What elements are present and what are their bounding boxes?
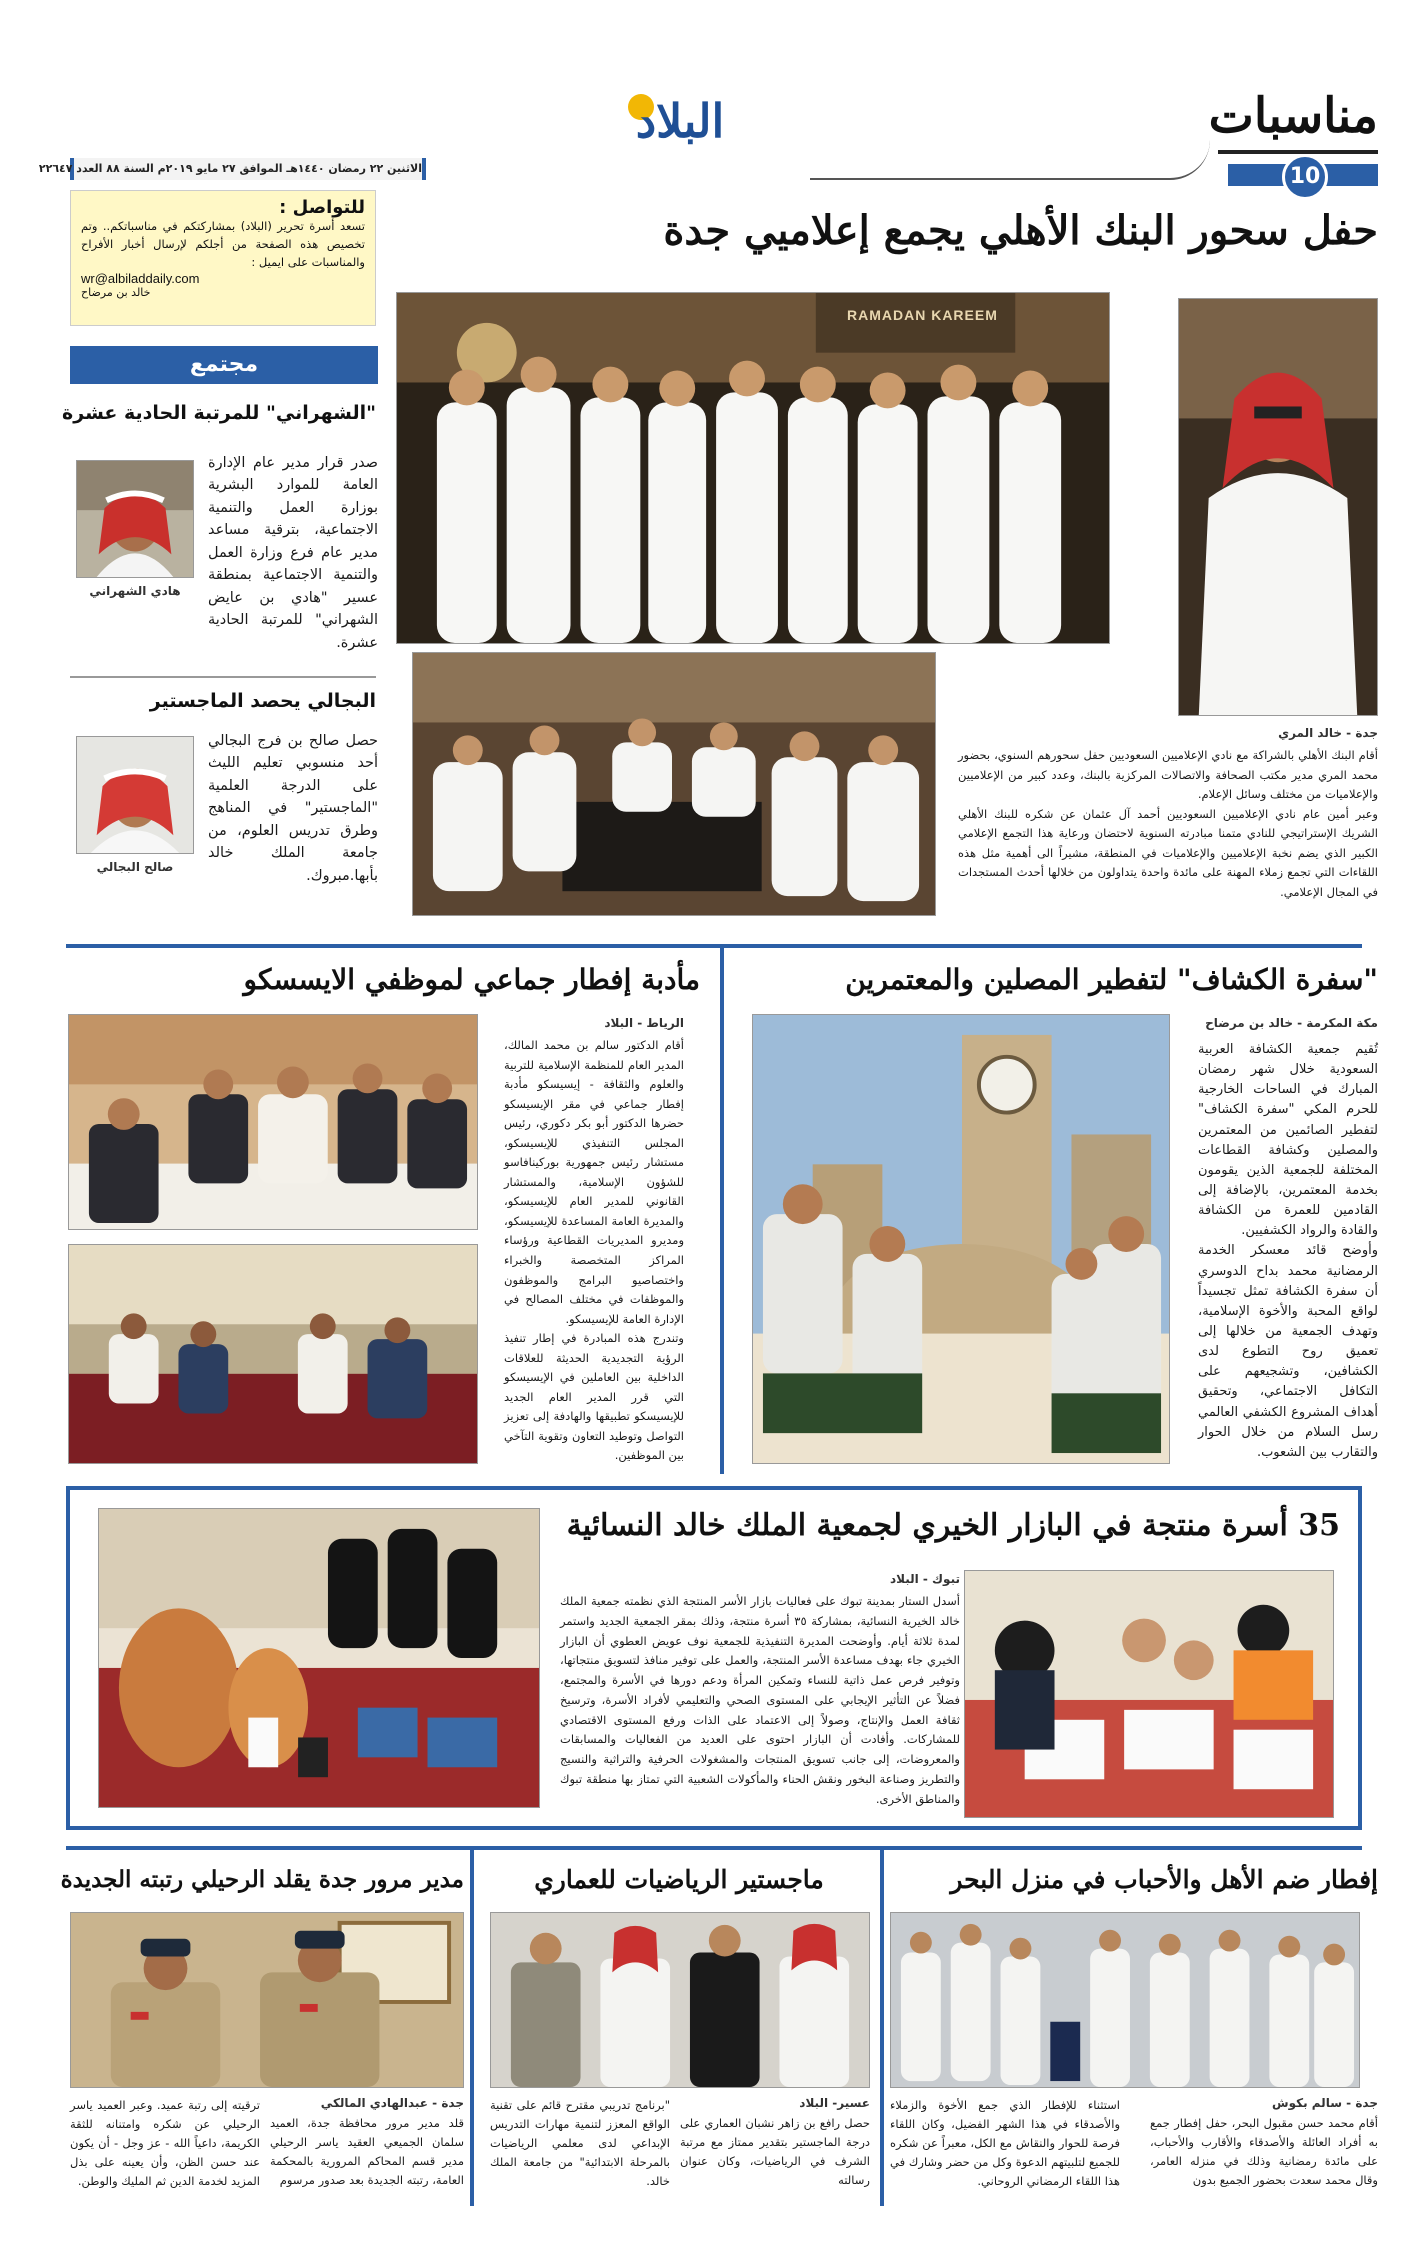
bottom-story-body-b: استثناء للإفطار الذي جمع الأخوة والزملاء والأصدقاء في هذا الشهر الفضيل، وكان اللقاء فرصة للحوار والنقاش مع الكل، معبراً عن شكره للجميع لتلبيتهم الدعوة وكل من حضر وشارك في هذا اللقاء الرمضاني الروحاني. xyxy=(890,2098,1120,2188)
dateline: الاثنين ٢٢ رمضان ١٤٤٠هـ الموافق ٢٧ مايو ٢٠١٩م السنة ٨٨ العدد ٢٢٦٤٧ xyxy=(38,162,422,175)
dateline-bar xyxy=(38,158,426,180)
scouts-photo xyxy=(752,1014,1170,1464)
contact-editor: خالد بن مرضاح xyxy=(81,286,151,300)
portrait-caption: هادي الشهراني xyxy=(89,584,181,598)
community-item-body: حصل صالح بن فرج البجالي أحد منسوبي تعليم الليث على الدرجة العلمية "الماجستير" في المناهج وطرق تدريس العلوم، من جامعة الملك خالد بأبها.مبروك. xyxy=(208,733,378,884)
bottom-story-photo xyxy=(890,1912,1360,2088)
contact-email[interactable]: wr@albiladdaily.com xyxy=(81,271,200,287)
isesco-byline: الرياط - البلاد xyxy=(604,1016,684,1030)
bottom-story-byline: جدة - سالم بكوش xyxy=(1272,2096,1378,2110)
scouts-body: تُقيم جمعية الكشافة العربية السعودية خلال شهر رمضان المبارك في الساحات الخارجية للحرم المكي "سفرة الكشاف" لتفطير الصائمين من المعتمرين والمصلين وكشافة القطاعات المختلفة للجمعية الذين يقومون بخدمة المعتمرين، بالإضافة إلى القادمين للعمرة من الكشافة والقادة والرواد الكشفيين. وأوضح قائد معسكر الخدمة الرمضانية محمد بداح الدوسري أن سفرة الكشافة تمثل تجسيداً لواقع المحبة والأخوة الإسلامية، وتهدف الجمعية من خلالها إلى تعميق روح التطوع لدى الكشافين، وتشجيعهم على التكافل الاجتماعي، وتحقيق أهداف المشروع الكشفي العالمي رسل السلام من خلال الحوار والتقارب بين الشعوب. xyxy=(1198,1042,1378,1460)
bottom-story-photo xyxy=(490,1912,870,2088)
bottom-story-body-a: قلد مدير مرور محافظة جدة، العميد سلمان الجميعي العقيد ياسر الرحيلي مدير قسم المحاكم المرورية بالمحكمة العامة، رتبته الجديدة بعد صدور مرسوم xyxy=(270,2116,464,2187)
bottom-story-headline: إفطار ضم الأهل والأحباب في منزل البحر xyxy=(950,1865,1378,1894)
contact-title: للتواصل : xyxy=(279,197,365,218)
bottom-story-headline: مدير مرور جدة يقلد الرحيلي رتبته الجديدة xyxy=(60,1866,464,1893)
contact-box xyxy=(70,190,376,326)
community-item-title: "الشهراني" للمرتبة الحادية عشرة xyxy=(62,402,376,424)
masthead-curve xyxy=(810,100,1210,180)
bazaar-body: أسدل الستار بمدينة تبوك على فعاليات بازار الأسر المنتجة الذي نظمته جمعية الملك خالد الخيرية النسائية، بمشاركة ٣٥ أسرة منتجة، وذلك بمقر الجمعية الجديد واستمر لمدة ثلاثة أيام. وأوضحت المديرة التنفيذية للجمعية نوف عويض العطوي أن البازار الخيري جاء بهدف مساعدة الأسر المنتجة، والعمل على توفير منافذ لتسويق منتجاتها، وتوفير فرص عمل ذاتية للنساء وتمكين المرأة ودعم دورها في الأسرة والمجتمع، فضلاً عن التأثير الإيجابي على المستوى الصحي والتعليمي لأفراد الأسرة، وترسيخ ثقافة العمل والإنتاج، وصولاً إلى الاعتماد على الذات ورفع المستوى الاقتصادي للمشاركات. وأفادت أن البازار احتوى على العديد من الفعاليات والمسابقات والمعروضات، إلى جانب تسويق المنتجات والمشغولات الحرفية والتراثية والنسيج والتطريز وصناعة البخور ونقش الحناء والمأكولات الشعبية التي تمتاز بها منطقة تبوك والمناطق الأخرى. xyxy=(560,1594,960,1806)
column-divider xyxy=(720,944,724,1474)
scouts-headline: "سفرة الكشاف" لتفطير المصلين والمعتمرين xyxy=(845,963,1378,996)
bazaar-products-photo xyxy=(98,1508,540,1808)
bottom-divider-1 xyxy=(880,1846,884,2206)
bottom-story-byline: عسير- البلاد xyxy=(799,2096,870,2110)
group-photo-table xyxy=(412,652,936,916)
lead-byline: جدة - خالد المري xyxy=(1278,726,1378,740)
section-rule xyxy=(66,944,1362,948)
contact-body: تسعد أسرة تحرير (البلاد) بمشاركتكم في مناسباتكم.. وتم تخصيص هذه الصفحة من أجلكم لإرسال أخبار الأفراح والمناسبات على ايميل : xyxy=(81,219,365,269)
isesco-photo-1 xyxy=(68,1014,478,1230)
isesco-headline: مأدبة إفطار جماعي لموظفي الايسسكو xyxy=(243,963,700,996)
bazaar-children-photo xyxy=(964,1570,1334,1818)
bottom-story-headline: ماجستير الرياضيات للعماري xyxy=(534,1865,824,1894)
community-header xyxy=(70,346,378,384)
community-item-body: صدر قرار مدير عام الإدارة العامة للموارد البشرية بوزارة العمل والتنمية الاجتماعية، بترقية مساعد مدير عام فرع وزارة العمل والتنمية الاجتماعية بمنطقة عسير "هادي بن عايض الشهراني" للمرتبة الحادية عشرة. xyxy=(208,455,378,651)
sidebar-divider xyxy=(70,676,376,678)
portrait-photo xyxy=(76,736,194,854)
section-title: مناسبات xyxy=(1208,88,1378,144)
bottom-story-body-b: "برنامج تدريبي مقترح قائم على تقنية الواقع المعزز لتنمية مهارات التدريس الإبداعي لدى معلمي الرياضيات بالمرحلة الابتدائية" من جامعة الملك خالد. xyxy=(490,2098,670,2188)
group-photo-main xyxy=(396,292,1110,644)
lead-headline: حفل سحور البنك الأهلي يجمع إعلاميي جدة xyxy=(663,207,1378,254)
portrait-photo xyxy=(76,460,194,578)
page-number: 10 xyxy=(1289,164,1321,189)
photo-banner-text: RAMADAN KAREEM xyxy=(847,307,998,323)
community-header-label: مجتمع xyxy=(189,352,259,377)
community-item-title: البجالي يحصد الماجستير xyxy=(149,690,376,712)
guest-portrait-photo xyxy=(1178,298,1378,716)
newspaper-logo xyxy=(620,86,740,156)
bottom-story-byline: جدة - عبدالهادي المالكي xyxy=(320,2096,464,2110)
scouts-byline: مكة المكرمة - خالد بن مرضاح xyxy=(1205,1016,1378,1030)
bazaar-byline: تبوك - البلاد xyxy=(889,1572,960,1586)
logo-text: البلاد xyxy=(635,94,725,148)
bottom-story-body-a: أقام محمد حسن مقبول البحر، حفل إفطار جمع به أفراد العائلة والأصدقاء والأقارب والأحباب، على مائدة رمضانية وذلك في منزله العامر، وقال محمد سعدت بحضور الجميع بدون xyxy=(1150,2116,1378,2187)
bottom-section-rule xyxy=(66,1846,1362,1850)
bottom-story-photo xyxy=(70,1912,464,2088)
page-number-badge xyxy=(1282,154,1328,200)
bottom-story-body-b: ترقيته إلى رتبة عميد. وعبر العميد ياسر الرحيلي عن شكره وامتنانه للثقة الكريمة، داعياً الله - عز وجل - أن يكون عند حسن الظن، وأن يعينه على بذل المزيد لخدمة الدين ثم المليك والوطن. xyxy=(70,2098,260,2188)
lead-body: أقام البنك الأهلي بالشراكة مع نادي الإعلاميين السعوديين حفل سحورهم السنوي، بحضور محمد المري مدير مكتب الصحافة والاتصالات المركزية بالبنك، وعدد كبير من الإعلاميين والإعلاميات من مختلف وسائل الإعلام. وعبر أمين عام نادي الإعلاميين السعوديين أحمد آل عثمان عن شكره للبنك الأهلي الشريك الإستراتيجي للنادي متمنا مبادرته السنوية لاحتضان ورعاية هذا التجمع الإعلامي الكبير الذي يضم نخبة الإعلاميين والإعلاميات في المنطقة، مشيراً الى أهمية مثل هذه اللقاءات التي تجمع زملاء المهنة على مائدة واحدة يتداولون من خلالها أحدث المستجدات في المجال الإعلامي. xyxy=(958,748,1378,899)
isesco-body: أقام الدكتور سالم بن محمد المالك، المدير العام للمنظمة الإسلامية للتربية والعلوم والثقافة - إيسيسكو مأدبة إفطار جماعي في مقر الإيسيسكو حضرها الدكتور أبو بكر دكوري، رئيس المجلس التنفيذي للإيسيسكو، مستشار رئيس جمهورية بوركينافاسو للشؤون الإسلامية، والمستشار القانوني للمدير العام للإيسيسكو، والمديرة العامة المساعدة للإيسيسكو، ومديرو المديريات القطاعية ورؤساء المراكز المتخصصة والخبراء واختصاصيو البرامج والموظفون والموظفات في مختلف المصالح في الإدارة العامة للإيسيسكو. وتندرج هذه المبادرة في إطار تنفيذ الرؤية التجديدية الحديثة للعلاقات الداخلية بين العاملين في الإيسيسكو التي قرر المدير العام الجديد للإيسيسكو تطبيقها والهادفة إلى تعزيز التواصل وتوطيد التعاون وتقوية التآخي بين الموظفين. xyxy=(504,1038,684,1463)
bottom-story-body-a: حصل رافع بن زاهر نشبان العماري على درجة الماجستير بتقدير ممتاز مع مرتبة الشرف في الرياضيات، وكان عنوان رسالته xyxy=(680,2116,870,2187)
isesco-photo-2 xyxy=(68,1244,478,1464)
portrait-caption: صالح البجالي xyxy=(96,860,174,874)
bazaar-headline: 35 أسرة منتجة في البازار الخيري لجمعية الملك خالد النسائية xyxy=(566,1508,1340,1543)
bottom-divider-2 xyxy=(470,1846,474,2206)
masthead-underline xyxy=(1218,150,1378,154)
